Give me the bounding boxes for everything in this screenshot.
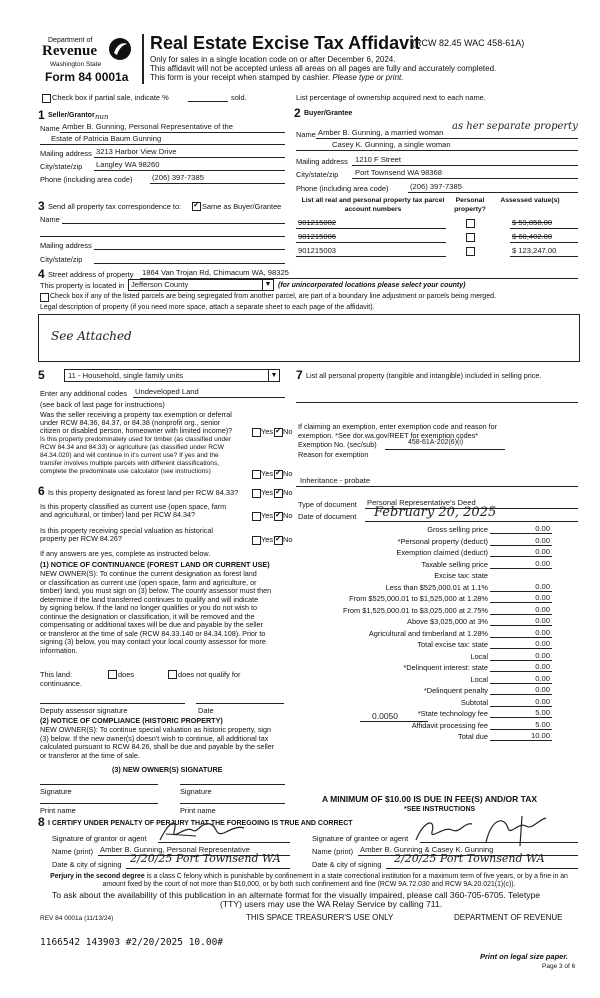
legal-description-value: See Attached [51,329,132,343]
notice-compliance-line: NEW OWNER(S): To continue special valuation as historic property, sign [40,725,272,734]
yes-label: Yes [261,535,274,544]
correspondence-name-label: Name [40,215,60,224]
dept-line2: Revenue [42,43,97,59]
header-instruction-3: This form is your receipt when stamped by cashier. Please type or print. [150,73,404,82]
county-select[interactable] [128,279,274,291]
buyer-phone-label: Phone (including area code) [296,184,389,193]
tax-row-value[interactable]: 0.00 [535,650,550,660]
parcel-number-3[interactable]: 901215003 [298,246,337,255]
tax-row-label: *Delinquent interest: state [403,663,488,672]
section-3-number: 3 [38,199,45,213]
tax-row-label: Local [470,674,488,684]
yes-label: Yes [261,488,274,497]
exemption-no-label: Exemption No. (sec/sub) [298,440,377,449]
seller-name-insert: nun [95,113,109,121]
same-as-buyer-label: Same as Buyer/Grantee [202,202,282,211]
tax-row-label: From $525,000.01 to $1,525,000 at 1.28% [349,594,488,603]
tax-row-value[interactable]: 0.00 [535,662,550,671]
notice-compliance-title: (2) NOTICE OF COMPLIANCE (HISTORIC PROPERTY) [40,716,223,725]
q-exemption-no-checkbox[interactable] [274,428,283,437]
assessed-value-col-header: Assessed value(s) [500,197,560,204]
grantor-name-value[interactable]: Amber B. Gunning, Personal Representative [100,845,250,854]
exemption-intro-2: exemption. *See dor.wa.gov/REET for exemption codes* [298,431,479,440]
new-owner-signature-title: (3) NEW OWNER(S) SIGNATURE [112,765,223,774]
seller-name-label: Name [40,124,60,133]
correspondence-city-label: City/state/zip [40,255,83,264]
doc-date-value[interactable]: February 20, 2025 [374,505,497,520]
q-current-use-yes-checkbox[interactable] [252,512,261,521]
q-exemption-line3: citizen or disabled person, homeowner with limited income)? [40,426,233,435]
notice-continuance-line: compensating or additional taxes will be due and payable by the seller [40,620,263,629]
tax-row-value[interactable]: 0.00 [535,581,550,591]
section-6-number: 6 [38,484,45,498]
land-does-not-checkbox[interactable] [168,670,177,679]
q-timber-line5: complete the predominate use calculator (see instructions) [40,468,211,475]
exemption-no-value[interactable]: 458-61A-202(6)(i) [408,439,464,446]
tax-row-label: From $1,525,000.01 to $3,025,000 at 2.75% [342,605,488,615]
new-owner-print-name-label: Print name [40,806,76,815]
grantee-name-label: Name (print) [312,847,354,856]
q-historic-no-checkbox[interactable] [274,536,283,545]
q-timber-line2: RCW 84.34 and 84.33) or agriculture (as classified under RCW [40,444,224,451]
q-exemption-line1: Was the seller receiving a property tax exemption or deferral [40,410,232,419]
form-citation: (RCW 82.45 WAC 458-61A) [412,38,525,48]
tax-row-value[interactable]: 0.00 [535,558,550,568]
notice-compliance-line: or transferor at the time of sale. [40,750,140,760]
form-number: Form 84 0001a [45,70,129,84]
personal-property-col-header: Personal property? [454,197,486,213]
section-2-number: 2 [294,106,301,120]
notice-continuance-title: (1) NOTICE OF CONTINUANCE (FOREST LAND OR CURRENT USE) [40,560,270,569]
section-8-number: 8 [38,815,45,829]
county-value: Jefferson County [131,280,189,289]
section-4-number: 4 [38,267,45,281]
parcel-value-1[interactable]: $ 59,858.00 [512,218,553,227]
deputy-signature-label: Deputy assessor signature [40,706,128,715]
continuance-label: continuance. [40,679,82,688]
seller-city-value[interactable]: Langley WA 98260 [96,160,160,169]
tax-row-value[interactable]: 5.00 [535,719,550,729]
located-in-label: This property is located in [40,281,125,290]
tax-row-label: Affidavit processing fee [411,720,488,730]
tax-row-label: Local [470,651,488,661]
q-current-use-line2: and agricultural, or timber) land per RCW 84.34? [40,510,196,519]
q-historic-line2: property per RCW 84.26? [40,534,122,543]
additional-codes-label: Enter any additional codes [40,389,128,398]
land-does-label: does [118,670,135,679]
new-owner-signature-label-2: Signature [180,787,212,796]
parcel-3-personal-checkbox[interactable] [466,247,475,256]
tax-row-label: *Personal property (deduct) [397,536,488,546]
buyer-heading: Buyer/Grantee [304,110,353,117]
seller-name-value[interactable]: Amber B. Gunning, Personal Representative of the [62,122,233,131]
tax-row-label: Taxable selling price [421,559,488,569]
use-code-value: 11 - Household, single family units [68,371,184,380]
section-5-number: 5 [38,368,45,382]
correspondence-label: Send all property tax correspondence to: [48,202,182,211]
q-forest-land: Is this property designated as forest land per RCW 84.33? [48,488,239,497]
tax-row-label: Agricultural and timberland at 1.28% [368,628,488,638]
land-does-not-label: does not qualify for [178,670,241,679]
parcel-number-1[interactable]: 901215002 [298,218,337,227]
seller-phone-label: Phone (including area code) [40,175,133,184]
notice-continuance-line: continue the designation or classification, it will be removed and the [40,611,255,621]
section-7-number: 7 [296,368,303,382]
tax-row-value[interactable]: 0.00 [535,639,550,648]
chevron-down-icon: ▼ [268,370,279,381]
q-timber-yes-checkbox[interactable] [252,470,261,479]
tax-row-value[interactable]: 0.00 [535,696,550,706]
q-exemption-yes-checkbox[interactable] [252,428,261,437]
header-divider [142,34,144,84]
notice-compliance-line: (3) below. If the new owner(s) doesn't wish to continue, all additional tax [40,733,269,743]
grantor-date-city-label: Date & city of signing [52,860,122,869]
doc-type-value[interactable]: Personal Representative's Deed [367,498,476,507]
grantee-signature-label: Signature of grantee or agent [312,834,409,843]
buyer-name-value-2[interactable]: Casey K. Gunning, a single woman [332,140,451,149]
grantor-signature-label: Signature of grantor or agent [52,834,147,843]
tax-row-label: *State technology fee [417,709,488,718]
parcels-col-header: List all real and personal property tax parcel account numbers [301,197,445,213]
seller-heading: Seller/Grantor [48,112,95,119]
notice-continuance-line: or transferor at the time of sale (RCW 84.33.140 or 84.34.108). Prior to [40,628,266,638]
personal-property-label: List all personal property (tangible and intangible) included in selling price. [306,371,542,380]
no-label: No [283,535,293,544]
see-back-note: (see back of last page for instructions) [40,400,165,409]
tax-row-value[interactable]: 0.00 [535,627,550,637]
tax-row-value[interactable]: 10.00 [530,731,550,740]
parcel-2-personal-checkbox[interactable] [466,233,475,242]
tax-row-label: *Delinquent penalty [423,686,488,695]
new-owner-print-name-label-2: Print name [180,806,216,815]
yes-label: Yes [261,469,274,478]
use-code-select[interactable] [64,369,280,382]
q-historic-yes-checkbox[interactable] [252,536,261,545]
q-exemption-line2: under RCW 84.36, 84.37, or 84.38 (nonprofit org., senior [40,418,221,427]
seller-city-label: City/state/zip [40,162,83,171]
tax-row-value[interactable]: 0.00 [535,604,550,614]
seller-phone-value[interactable]: (206) 397-7385 [152,173,204,182]
dor-logo-icon [108,36,132,62]
tax-row-label: Subtotal [460,697,488,707]
partial-sale-sold: sold. [231,93,247,102]
seller-mailing-label: Mailing address [40,149,92,158]
yes-label: Yes [261,511,274,520]
grantee-date-city-label: Date & city of signing [312,860,382,869]
grantee-date-city-value[interactable]: 2/20/25 Port Townsend WA [394,852,545,865]
legal-description-label: Legal description of property (if you need more space, attach a separate sheet to each page of the affidavit). [40,304,375,311]
street-label: Street address of property [48,270,134,279]
alt-format-note-1: To ask about the availability of this publication in an alternate format for the visually impaired, please call 360-705-6705. Teletype [52,890,541,900]
minimum-due-note: A MINIMUM OF $10.00 IS DUE IN FEE(S) AND/OR TAX [322,794,538,804]
buyer-mailing-value[interactable]: 1210 F Street [355,155,402,164]
tax-row-value[interactable]: 0.00 [535,593,550,602]
legal-paper-note: Print on legal size paper. [480,952,568,961]
section-1-number: 1 [38,108,45,122]
tax-row-label: Total due [458,732,488,741]
department-label: DEPARTMENT OF REVENUE [454,913,563,922]
buyer-phone-value[interactable]: (206) 397-7385 [410,182,462,191]
grantor-name-label: Name (print) [52,847,94,856]
no-label: No [283,488,293,497]
legal-description-box[interactable] [38,314,580,362]
tax-row-value[interactable]: 0.00 [535,616,550,625]
buyer-mailing-label: Mailing address [296,157,348,166]
same-as-buyer-checkbox[interactable] [192,202,201,211]
certify-statement: I CERTIFY UNDER PENALTY OF PERJURY THAT THE FOREGOING IS TRUE AND CORRECT [48,820,353,827]
tax-row-value[interactable]: 0.00 [535,524,550,533]
local-rate-value[interactable]: 0.0050 [372,711,398,721]
reason-value[interactable]: Inheritance - probate [300,476,371,485]
parcel-1-personal-checkbox[interactable] [466,219,475,228]
notice-continuance-line: by signing below. If the land no longer qualifies or you do not wish to [40,603,257,612]
this-land-label: This land: [40,670,73,679]
q-historic-line1: Is this property receiving special valuation as historical [40,526,213,535]
q-timber-line3: 84.34.020) and will continue in it's current use? If yes and the [40,452,219,459]
additional-codes-value[interactable]: Undeveloped Land [135,387,199,396]
yes-label: Yes [261,427,274,436]
q-timber-line4: transfer involves multiple parcels with different classifications, [40,460,220,467]
tax-row-value[interactable]: 0.00 [535,685,550,694]
correspondence-mailing-label: Mailing address [40,241,92,250]
q-timber-line1: Is this property predominately used for timber (as classified under [40,436,231,443]
buyer-handwritten-note: as her separate property [452,121,578,132]
partial-sale-percent-line [188,101,228,102]
new-owner-signature-label: Signature [40,787,72,796]
dept-line3: Washington State [50,61,102,68]
deputy-date-label: Date [198,706,214,715]
street-value[interactable]: 1864 Van Trojan Rd, Chimacum WA, 98325 [142,268,289,277]
grantee-name-value[interactable]: Amber B. Gunning & Casey K. Gunning [360,845,494,854]
tax-row-value[interactable]: 0.00 [535,547,550,556]
notice-continuance-line: signing (3) below, you may contact your local county assessor for more [40,637,266,646]
cashier-stamp: 1166542 143903 #2/20/2025 10.00# [40,937,224,948]
answers-note: If any answers are yes, complete as instructed below. [40,549,211,558]
land-does-checkbox[interactable] [108,670,117,679]
buyer-name-label: Name [296,130,316,139]
notice-continuance-line: timber) land, you must sign on (3) below. The county assessor must then [40,586,272,595]
no-label: No [283,511,293,520]
partial-sale-checkbox[interactable] [42,94,51,103]
tax-row-value[interactable]: 5.00 [535,708,550,717]
header-instruction-2: This affidavit will not be accepted unless all areas on all pages are fully and accurately completed. [150,64,497,73]
tax-row-label: Excise tax: state [434,571,488,580]
header-instruction-1: Only for sales in a single location code on or after December 6, 2024. [150,55,396,64]
q-forest-no-checkbox[interactable] [274,489,283,498]
parcel-value-3[interactable]: $ 123,247.00 [512,246,557,255]
buyer-name-value[interactable]: Amber B. Gunning, a married woman [318,128,444,137]
notice-continuance-line: information. [40,645,78,655]
buyer-city-value[interactable]: Port Townsend WA 98368 [355,168,442,177]
doc-type-label: Type of document [298,500,357,509]
see-instructions-note: *SEE INSTRUCTIONS [404,806,476,813]
notice-continuance-line: or classification as current use (open space, farm and agriculture, or [40,577,257,587]
notice-continuance-line: NEW OWNER(S): To continue the current designation as forest land [40,569,257,578]
q-timber-no-checkbox[interactable] [274,470,283,479]
notice-continuance-line: determine if the land transferred continues to qualify and will indicate [40,594,259,604]
form-title: Real Estate Excise Tax Affidavit [150,33,421,53]
q-current-use-no-checkbox[interactable] [274,512,283,521]
tax-row-label: Total excise tax: state [417,640,488,649]
treasurer-use-label: THIS SPACE TREASURER'S USE ONLY [246,913,394,922]
perjury-notice: Perjury in the second degree is a class C felony which is punishable by confinement in a state correctional institution for a maximum term of five years, or by a fine in an amount fixed by the court of not more than $10,000, or by both such confinement and fine (RCW 9A.72.030 and RCW 9A.20.021(1)(c)). [50,873,568,888]
page-number: Page 3 of 6 [542,963,576,970]
tax-row-label: Above $3,025,000 at 3% [407,617,488,626]
chevron-down-icon: ▼ [262,280,273,290]
no-label: No [283,427,293,436]
buyer-city-label: City/state/zip [296,170,339,179]
seller-mailing-value[interactable]: 3213 Harbor View Drive [96,147,177,156]
dept-line1: Department of [48,37,93,44]
doc-date-label: Date of document [298,512,357,521]
parcel-number-2[interactable]: 901215006 [298,232,337,241]
unincorporated-note: (for unincorporated locations please select your county) [278,282,466,289]
tax-row-value[interactable]: 0.00 [535,535,550,545]
segregated-checkbox[interactable] [40,293,49,302]
grantor-date-city-value[interactable]: 2/20/25 Port Townsend WA [130,852,281,865]
ownership-note: List percentage of ownership acquired next to each name. [296,93,486,102]
notice-compliance-line: calculated pursuant to RCW 84.26, shall be due and payable by the seller [40,742,275,751]
no-label: No [283,469,293,478]
tax-row-label: Less than $525,000.01 at 1.1% [385,582,488,592]
tax-row-label: Exemption claimed (deduct) [396,548,488,557]
tax-row-label: Gross selling price [427,525,488,534]
parcel-value-2[interactable]: $ 60,402.00 [512,232,553,241]
seller-name-value-2[interactable]: Estate of Patricia Baum Gunning [51,134,162,143]
alt-format-note-2: (TTY) users may use the WA Relay Service by calling 711. [220,899,443,909]
exemption-intro-1: If claiming an exemption, enter exemption code and reason for [298,422,497,431]
segregated-note: Check box if any of the listed parcels are being segregated from another parcel, are part of a boundary line adjustment or parcels being merged. [50,293,496,300]
revision-label: REV 84 0001a (11/13/24) [40,915,114,922]
q-current-use-line1: Is this property classified as current use (open space, farm [40,502,227,511]
tax-row-value[interactable]: 0.00 [535,673,550,683]
reason-label: Reason for exemption [298,450,369,459]
q-forest-yes-checkbox[interactable] [252,489,261,498]
partial-sale-label: Check box if partial sale, indicate % [52,93,169,102]
